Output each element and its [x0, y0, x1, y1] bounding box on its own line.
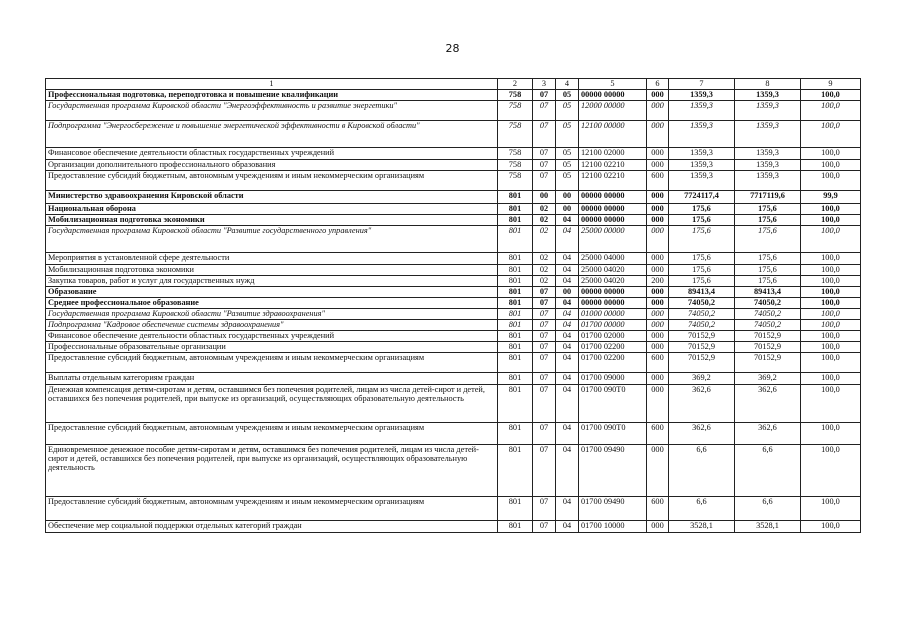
- col9-cell: 100,0: [801, 171, 861, 191]
- col8-cell: 6,6: [735, 497, 801, 521]
- table-row: [46, 121, 861, 148]
- col9-cell: 100,0: [801, 342, 861, 353]
- col4-cell: 04: [556, 226, 579, 253]
- col2-cell: 801: [498, 191, 533, 204]
- col7-cell: 175,6: [669, 276, 735, 287]
- column-header-7: 7: [669, 79, 735, 90]
- row-name-cell: Профессиональная подготовка, переподготовка и повышение квалификации: [46, 90, 498, 101]
- table-row: [46, 253, 861, 265]
- row-name-cell: Подпрограмма "Кадровое обеспечение системы здравоохранения": [46, 320, 498, 331]
- col2-cell: 801: [498, 320, 533, 331]
- col7-cell: 70152,9: [669, 353, 735, 373]
- col3-cell: 02: [533, 253, 556, 265]
- col9-cell: 100,0: [801, 265, 861, 276]
- col2-cell: 801: [498, 423, 533, 445]
- row-name-cell: Предоставление субсидий бюджетным, автономным учреждениям и иным некоммерческим организациям: [46, 171, 498, 191]
- col6-cell: 000: [647, 101, 669, 121]
- column-header-6: 6: [647, 79, 669, 90]
- col5-cell: 25000 00000: [579, 226, 647, 253]
- col7-cell: 175,6: [669, 265, 735, 276]
- table-row: [46, 353, 861, 373]
- col2-cell: 801: [498, 298, 533, 309]
- col9-cell: 100,0: [801, 226, 861, 253]
- col2-cell: 801: [498, 309, 533, 320]
- col9-cell: 100,0: [801, 90, 861, 101]
- col3-cell: 02: [533, 265, 556, 276]
- col8-cell: 1359,3: [735, 171, 801, 191]
- col9-cell: 100,0: [801, 309, 861, 320]
- col9-cell: 100,0: [801, 373, 861, 385]
- column-header-1: 1: [46, 79, 498, 90]
- col5-cell: 12100 00000: [579, 121, 647, 148]
- col7-cell: 1359,3: [669, 171, 735, 191]
- row-name-cell: Государственная программа Кировской области "Развитие государственного управления": [46, 226, 498, 253]
- table-row: [46, 276, 861, 287]
- col6-cell: 000: [647, 373, 669, 385]
- col8-cell: 369,2: [735, 373, 801, 385]
- col5-cell: 01000 00000: [579, 309, 647, 320]
- col4-cell: 04: [556, 253, 579, 265]
- row-name-cell: Финансовое обеспечение деятельности областных государственных учреждений: [46, 331, 498, 342]
- col8-cell: 175,6: [735, 215, 801, 226]
- col3-cell: 00: [533, 191, 556, 204]
- col5-cell: 25000 04000: [579, 253, 647, 265]
- column-header-5: 5: [579, 79, 647, 90]
- row-name-cell: Организации дополнительного профессионального образования: [46, 160, 498, 171]
- col5-cell: 01700 09000: [579, 373, 647, 385]
- col5-cell: 01700 09490: [579, 497, 647, 521]
- col7-cell: 175,6: [669, 215, 735, 226]
- row-name-cell: Денежная компенсация детям-сиротам и детям, оставшимся без попечения родителей, лицам из числа детей-сирот и детей, оставшихся без попечения родителей, при выпуске из организаций, осуществляющих образовательную деятельность: [46, 385, 498, 423]
- col7-cell: 6,6: [669, 445, 735, 497]
- col2-cell: 801: [498, 331, 533, 342]
- col5-cell: 01700 10000: [579, 521, 647, 533]
- row-name-cell: Единовременное денежное пособие детям-сиротам и детям, оставшимся без попечения родителей, лицам из числа детей-сирот и детей, оставшихся без попечения родителей, при выпуске из организаций, осуществляющих образовательную деятельность: [46, 445, 498, 497]
- col9-cell: 100,0: [801, 121, 861, 148]
- col3-cell: 07: [533, 171, 556, 191]
- table-row: [46, 90, 861, 101]
- col9-cell: 100,0: [801, 423, 861, 445]
- col4-cell: 04: [556, 276, 579, 287]
- col8-cell: 362,6: [735, 423, 801, 445]
- col5-cell: 01700 00000: [579, 320, 647, 331]
- col7-cell: 74050,2: [669, 309, 735, 320]
- col3-cell: 07: [533, 423, 556, 445]
- col7-cell: 89413,4: [669, 287, 735, 298]
- col3-cell: 02: [533, 204, 556, 215]
- col4-cell: 04: [556, 331, 579, 342]
- col9-cell: 100,0: [801, 521, 861, 533]
- col2-cell: 801: [498, 342, 533, 353]
- col6-cell: 000: [647, 226, 669, 253]
- col5-cell: 25000 04020: [579, 265, 647, 276]
- row-name-cell: Мобилизационная подготовка экономики: [46, 215, 498, 226]
- col7-cell: 175,6: [669, 204, 735, 215]
- col4-cell: 04: [556, 215, 579, 226]
- col5-cell: 12100 02210: [579, 171, 647, 191]
- col5-cell: 00000 00000: [579, 191, 647, 204]
- col5-cell: 00000 00000: [579, 215, 647, 226]
- col2-cell: 801: [498, 373, 533, 385]
- col8-cell: 74050,2: [735, 320, 801, 331]
- col7-cell: 1359,3: [669, 148, 735, 160]
- col2-cell: 801: [498, 265, 533, 276]
- col4-cell: 04: [556, 353, 579, 373]
- col3-cell: 07: [533, 521, 556, 533]
- column-header-2: 2: [498, 79, 533, 90]
- col6-cell: 000: [647, 385, 669, 423]
- col8-cell: 74050,2: [735, 309, 801, 320]
- row-name-cell: Мероприятия в установленной сфере деятельности: [46, 253, 498, 265]
- col9-cell: 100,0: [801, 160, 861, 171]
- table-row: [46, 423, 861, 445]
- col7-cell: 6,6: [669, 497, 735, 521]
- col7-cell: 369,2: [669, 373, 735, 385]
- col8-cell: 70152,9: [735, 331, 801, 342]
- row-name-cell: Предоставление субсидий бюджетным, автономным учреждениям и иным некоммерческим организациям: [46, 423, 498, 445]
- row-name-cell: Закупка товаров, работ и услуг для государственных нужд: [46, 276, 498, 287]
- col8-cell: 3528,1: [735, 521, 801, 533]
- col9-cell: 100,0: [801, 385, 861, 423]
- col3-cell: 07: [533, 90, 556, 101]
- col8-cell: 1359,3: [735, 148, 801, 160]
- table-row: [46, 204, 861, 215]
- row-name-cell: Государственная программа Кировской области "Энергоэффективность и развитие энергетики": [46, 101, 498, 121]
- col6-cell: 000: [647, 148, 669, 160]
- table-row: [46, 342, 861, 353]
- col4-cell: 00: [556, 287, 579, 298]
- col3-cell: 07: [533, 121, 556, 148]
- col4-cell: 05: [556, 101, 579, 121]
- col8-cell: 175,6: [735, 204, 801, 215]
- col6-cell: 000: [647, 160, 669, 171]
- row-name-cell: Национальная оборона: [46, 204, 498, 215]
- col5-cell: 01700 02200: [579, 353, 647, 373]
- col6-cell: 000: [647, 215, 669, 226]
- col2-cell: 801: [498, 497, 533, 521]
- col9-cell: 100,0: [801, 298, 861, 309]
- col2-cell: 801: [498, 276, 533, 287]
- col3-cell: 07: [533, 320, 556, 331]
- col8-cell: 89413,4: [735, 287, 801, 298]
- col9-cell: 100,0: [801, 331, 861, 342]
- col9-cell: 100,0: [801, 287, 861, 298]
- col6-cell: 600: [647, 353, 669, 373]
- table-row: [46, 148, 861, 160]
- col9-cell: 100,0: [801, 445, 861, 497]
- col4-cell: 04: [556, 385, 579, 423]
- col7-cell: 74050,2: [669, 320, 735, 331]
- col9-cell: 100,0: [801, 320, 861, 331]
- col3-cell: 07: [533, 101, 556, 121]
- col3-cell: 07: [533, 353, 556, 373]
- col6-cell: 600: [647, 423, 669, 445]
- col2-cell: 801: [498, 521, 533, 533]
- col8-cell: 175,6: [735, 265, 801, 276]
- col3-cell: 02: [533, 215, 556, 226]
- row-name-cell: Обеспечение мер социальной поддержки отдельных категорий граждан: [46, 521, 498, 533]
- col2-cell: 801: [498, 226, 533, 253]
- col7-cell: 70152,9: [669, 331, 735, 342]
- col3-cell: 07: [533, 342, 556, 353]
- col7-cell: 362,6: [669, 423, 735, 445]
- row-name-cell: Профессиональные образовательные организации: [46, 342, 498, 353]
- col6-cell: 000: [647, 445, 669, 497]
- col4-cell: 04: [556, 309, 579, 320]
- col4-cell: 04: [556, 497, 579, 521]
- col2-cell: 758: [498, 171, 533, 191]
- col8-cell: 1359,3: [735, 121, 801, 148]
- row-name-cell: Финансовое обеспечение деятельности областных государственных учреждений: [46, 148, 498, 160]
- col9-cell: 100,0: [801, 215, 861, 226]
- col6-cell: 000: [647, 253, 669, 265]
- budget-table: [45, 78, 861, 533]
- col4-cell: 04: [556, 445, 579, 497]
- col6-cell: 000: [647, 320, 669, 331]
- col8-cell: 7717119,6: [735, 191, 801, 204]
- col6-cell: 600: [647, 497, 669, 521]
- col5-cell: 25000 04020: [579, 276, 647, 287]
- row-name-cell: Подпрограмма "Энергосбережение и повышение энергетической эффективности в Кировской области": [46, 121, 498, 148]
- col5-cell: 12100 02000: [579, 148, 647, 160]
- col5-cell: 01700 090Т0: [579, 385, 647, 423]
- col5-cell: 01700 090Т0: [579, 423, 647, 445]
- col6-cell: 000: [647, 331, 669, 342]
- col8-cell: 6,6: [735, 445, 801, 497]
- col2-cell: 801: [498, 287, 533, 298]
- col5-cell: 01700 09490: [579, 445, 647, 497]
- col2-cell: 758: [498, 101, 533, 121]
- col3-cell: 07: [533, 445, 556, 497]
- column-header-8: 8: [735, 79, 801, 90]
- table-body: [46, 90, 861, 533]
- col7-cell: 1359,3: [669, 160, 735, 171]
- table-row: [46, 160, 861, 171]
- col4-cell: 05: [556, 90, 579, 101]
- col7-cell: 3528,1: [669, 521, 735, 533]
- row-name-cell: Мобилизационная подготовка экономики: [46, 265, 498, 276]
- col8-cell: 70152,9: [735, 353, 801, 373]
- table-row: [46, 298, 861, 309]
- col3-cell: 07: [533, 148, 556, 160]
- col6-cell: 000: [647, 121, 669, 148]
- col9-cell: 100,0: [801, 353, 861, 373]
- col3-cell: 07: [533, 497, 556, 521]
- table-row: [46, 226, 861, 253]
- col8-cell: 74050,2: [735, 298, 801, 309]
- table-row: [46, 385, 861, 423]
- table-row: [46, 331, 861, 342]
- col8-cell: 70152,9: [735, 342, 801, 353]
- row-name-cell: Государственная программа Кировской области "Развитие здравоохранения": [46, 309, 498, 320]
- col4-cell: 05: [556, 148, 579, 160]
- col9-cell: 100,0: [801, 253, 861, 265]
- col4-cell: 00: [556, 204, 579, 215]
- col7-cell: 7724117,4: [669, 191, 735, 204]
- col3-cell: 07: [533, 373, 556, 385]
- table-row: [46, 191, 861, 204]
- row-name-cell: Среднее профессиональное образование: [46, 298, 498, 309]
- col2-cell: 801: [498, 385, 533, 423]
- table-row: [46, 521, 861, 533]
- col8-cell: 1359,3: [735, 160, 801, 171]
- col4-cell: 04: [556, 265, 579, 276]
- col6-cell: 000: [647, 265, 669, 276]
- col2-cell: 801: [498, 445, 533, 497]
- col8-cell: 175,6: [735, 253, 801, 265]
- table-row: [46, 320, 861, 331]
- col9-cell: 100,0: [801, 497, 861, 521]
- col4-cell: 04: [556, 342, 579, 353]
- col6-cell: 000: [647, 287, 669, 298]
- row-name-cell: Выплаты отдельным категориям граждан: [46, 373, 498, 385]
- col2-cell: 758: [498, 90, 533, 101]
- col9-cell: 100,0: [801, 276, 861, 287]
- col7-cell: 1359,3: [669, 101, 735, 121]
- col2-cell: 801: [498, 215, 533, 226]
- col6-cell: 000: [647, 204, 669, 215]
- col3-cell: 07: [533, 160, 556, 171]
- table-row: [46, 497, 861, 521]
- col7-cell: 362,6: [669, 385, 735, 423]
- col5-cell: 00000 00000: [579, 287, 647, 298]
- col6-cell: 000: [647, 521, 669, 533]
- col5-cell: 00000 00000: [579, 204, 647, 215]
- col8-cell: 175,6: [735, 226, 801, 253]
- col6-cell: 000: [647, 342, 669, 353]
- col6-cell: 000: [647, 90, 669, 101]
- col9-cell: 99,9: [801, 191, 861, 204]
- column-header-4: 4: [556, 79, 579, 90]
- col7-cell: 1359,3: [669, 90, 735, 101]
- col3-cell: 02: [533, 226, 556, 253]
- table-row: [46, 287, 861, 298]
- col5-cell: 00000 00000: [579, 90, 647, 101]
- row-name-cell: Образование: [46, 287, 498, 298]
- header-row: [46, 79, 861, 90]
- col2-cell: 801: [498, 204, 533, 215]
- col2-cell: 758: [498, 160, 533, 171]
- col4-cell: 04: [556, 373, 579, 385]
- col2-cell: 801: [498, 353, 533, 373]
- col4-cell: 04: [556, 298, 579, 309]
- col3-cell: 07: [533, 298, 556, 309]
- col9-cell: 100,0: [801, 204, 861, 215]
- col7-cell: 175,6: [669, 226, 735, 253]
- col3-cell: 02: [533, 276, 556, 287]
- col8-cell: 1359,3: [735, 90, 801, 101]
- row-name-cell: Предоставление субсидий бюджетным, автономным учреждениям и иным некоммерческим организациям: [46, 353, 498, 373]
- row-name-cell: Предоставление субсидий бюджетным, автономным учреждениям и иным некоммерческим организациям: [46, 497, 498, 521]
- col8-cell: 1359,3: [735, 101, 801, 121]
- col5-cell: 01700 02200: [579, 342, 647, 353]
- table-header: [46, 79, 861, 90]
- row-name-cell: Министерство здравоохранения Кировской области: [46, 191, 498, 204]
- col7-cell: 74050,2: [669, 298, 735, 309]
- col2-cell: 758: [498, 148, 533, 160]
- col6-cell: 000: [647, 309, 669, 320]
- table-row: [46, 215, 861, 226]
- col4-cell: 05: [556, 171, 579, 191]
- col4-cell: 04: [556, 423, 579, 445]
- col5-cell: 01700 02000: [579, 331, 647, 342]
- col6-cell: 000: [647, 298, 669, 309]
- col3-cell: 07: [533, 287, 556, 298]
- table-row: [46, 373, 861, 385]
- col5-cell: 00000 00000: [579, 298, 647, 309]
- col7-cell: 1359,3: [669, 121, 735, 148]
- table-row: [46, 309, 861, 320]
- col6-cell: 000: [647, 191, 669, 204]
- col7-cell: 70152,9: [669, 342, 735, 353]
- col9-cell: 100,0: [801, 101, 861, 121]
- table-row: [46, 265, 861, 276]
- col5-cell: 12100 02210: [579, 160, 647, 171]
- col8-cell: 175,6: [735, 276, 801, 287]
- col9-cell: 100,0: [801, 148, 861, 160]
- table-row: [46, 101, 861, 121]
- col6-cell: 600: [647, 171, 669, 191]
- col3-cell: 07: [533, 309, 556, 320]
- col2-cell: 758: [498, 121, 533, 148]
- col3-cell: 07: [533, 331, 556, 342]
- col4-cell: 04: [556, 320, 579, 331]
- col5-cell: 12000 00000: [579, 101, 647, 121]
- col4-cell: 04: [556, 521, 579, 533]
- column-header-9: 9: [801, 79, 861, 90]
- table-row: [46, 171, 861, 191]
- column-header-3: 3: [533, 79, 556, 90]
- col4-cell: 00: [556, 191, 579, 204]
- col4-cell: 05: [556, 160, 579, 171]
- col3-cell: 07: [533, 385, 556, 423]
- col2-cell: 801: [498, 253, 533, 265]
- page-number: 28: [445, 42, 460, 55]
- col6-cell: 200: [647, 276, 669, 287]
- col7-cell: 175,6: [669, 253, 735, 265]
- col8-cell: 362,6: [735, 385, 801, 423]
- col4-cell: 05: [556, 121, 579, 148]
- table-row: [46, 445, 861, 497]
